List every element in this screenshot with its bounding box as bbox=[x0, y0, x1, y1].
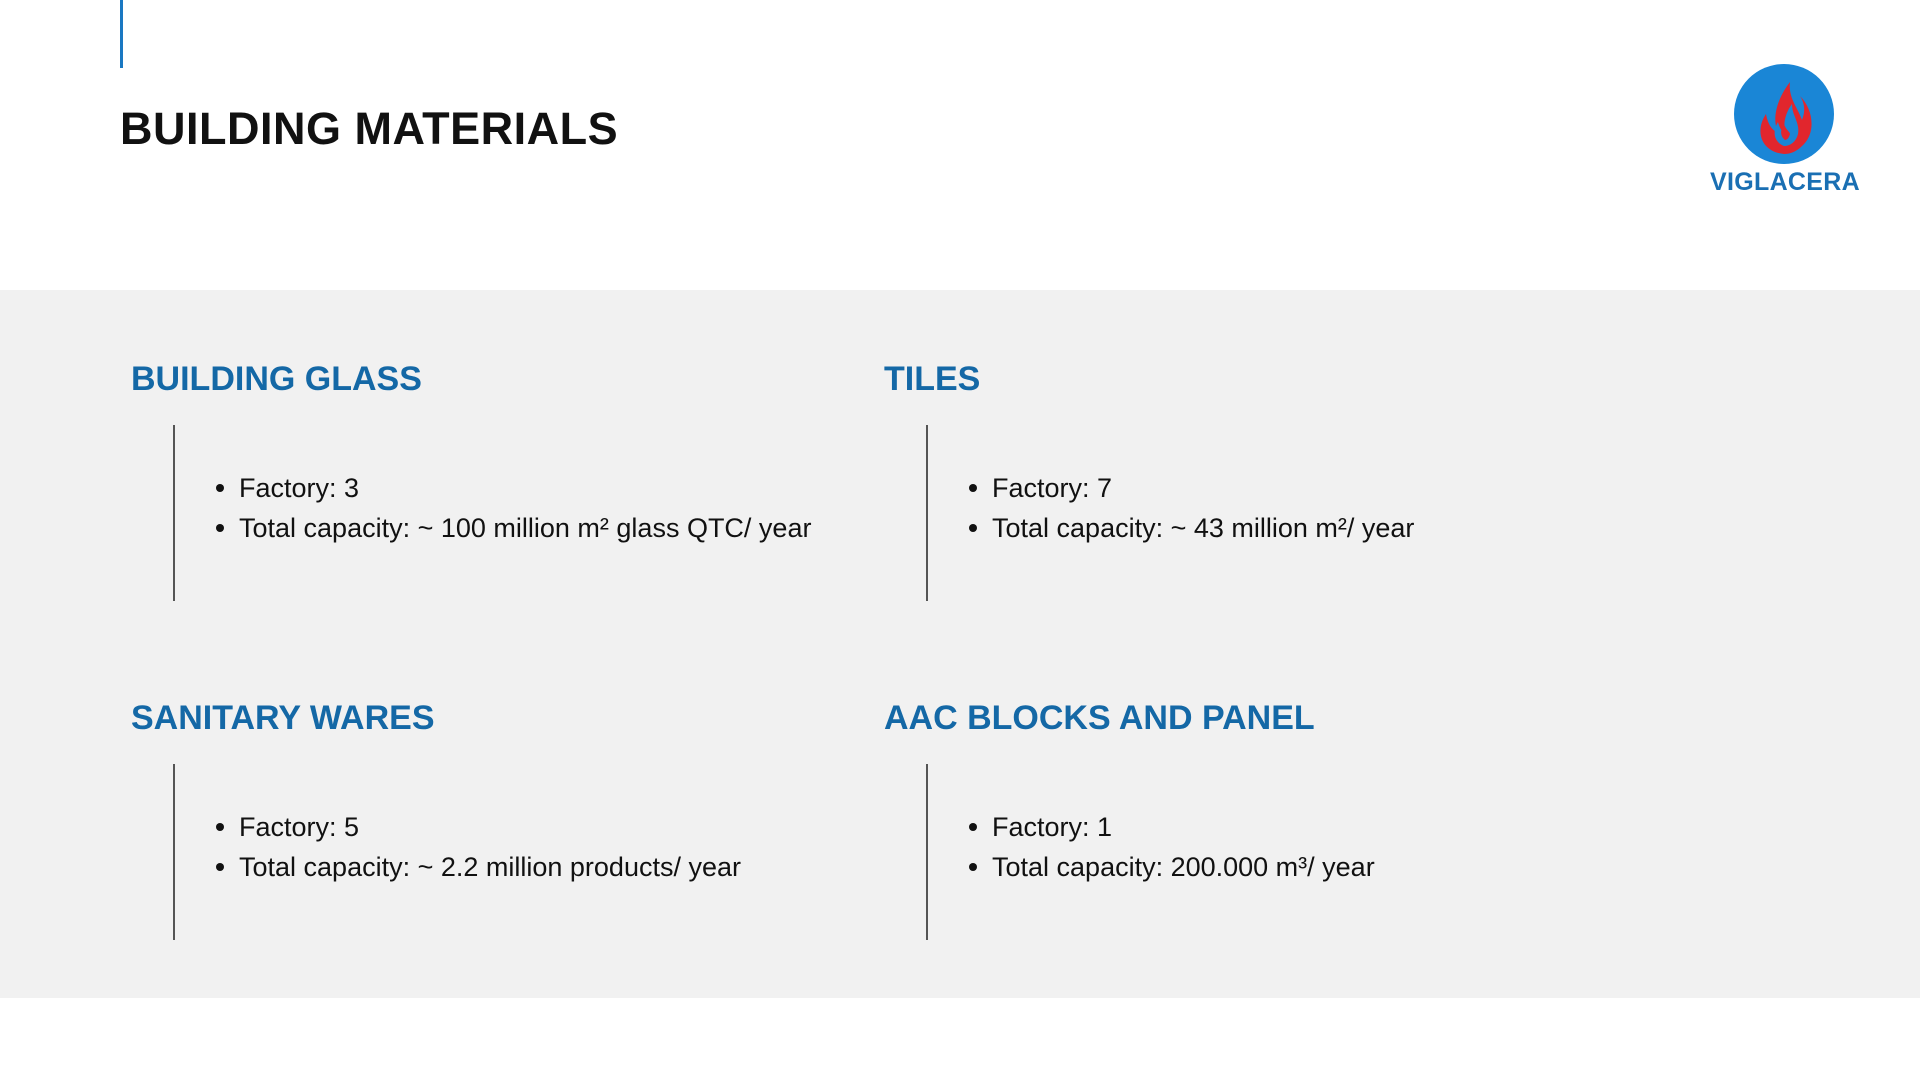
list-item bbox=[966, 508, 1414, 548]
factory-count: Factory: 1 bbox=[992, 812, 1113, 842]
list-item bbox=[213, 807, 741, 847]
bullet-icon bbox=[216, 524, 224, 532]
total-capacity: Total capacity: ~ 43 million m²/ year bbox=[992, 513, 1415, 543]
bullet-icon bbox=[969, 863, 977, 871]
section-divider bbox=[173, 425, 175, 601]
section-list bbox=[213, 807, 741, 887]
list-item bbox=[213, 468, 811, 508]
section-title: SANITARY WARES bbox=[131, 699, 435, 737]
list-item bbox=[966, 468, 1414, 508]
section-list bbox=[213, 468, 811, 548]
bullet-icon bbox=[969, 484, 977, 492]
flame-logo-icon bbox=[1732, 62, 1836, 166]
list-item bbox=[213, 508, 811, 548]
section-title: AAC BLOCKS AND PANEL bbox=[884, 699, 1315, 737]
section-list bbox=[966, 807, 1375, 887]
viglacera-logo bbox=[1700, 58, 1870, 203]
section-divider bbox=[173, 764, 175, 940]
list-item bbox=[966, 847, 1375, 887]
accent-line bbox=[120, 0, 123, 68]
bullet-icon bbox=[969, 524, 977, 532]
bullet-icon bbox=[969, 823, 977, 831]
factory-count: Factory: 3 bbox=[239, 473, 360, 503]
logo-wordmark: VIGLACERA bbox=[1710, 168, 1860, 196]
section-divider bbox=[926, 425, 928, 601]
list-item bbox=[213, 847, 741, 887]
total-capacity: Total capacity: 200.000 m³/ year bbox=[992, 852, 1375, 882]
bullet-icon bbox=[216, 863, 224, 871]
section-divider bbox=[926, 764, 928, 940]
section-list bbox=[966, 468, 1414, 548]
content-band bbox=[0, 290, 1920, 998]
page-title: BUILDING MATERIALS bbox=[120, 103, 619, 154]
total-capacity: Total capacity: ~ 2.2 million products/ year bbox=[239, 852, 741, 882]
factory-count: Factory: 7 bbox=[992, 473, 1113, 503]
bullet-icon bbox=[216, 484, 224, 492]
factory-count: Factory: 5 bbox=[239, 812, 360, 842]
bullet-icon bbox=[216, 823, 224, 831]
section-title: TILES bbox=[884, 360, 981, 398]
list-item bbox=[966, 807, 1375, 847]
section-title: BUILDING GLASS bbox=[131, 360, 422, 398]
total-capacity: Total capacity: ~ 100 million m² glass QTC/ year bbox=[239, 513, 812, 543]
